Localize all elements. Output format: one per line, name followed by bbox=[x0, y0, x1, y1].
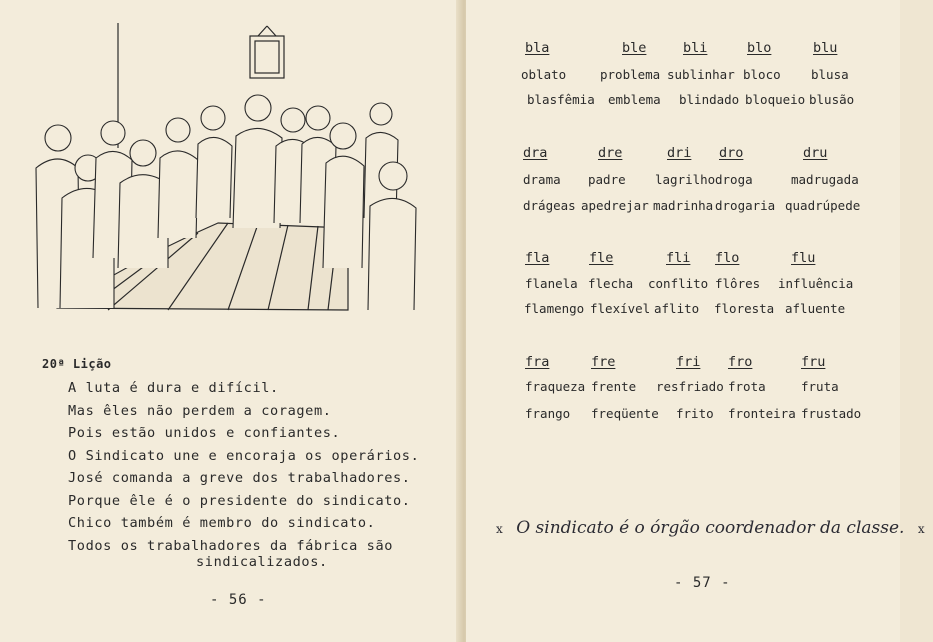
text-line: Porque êle é o presidente do sindicato. bbox=[68, 492, 411, 509]
syllable: fre bbox=[591, 354, 616, 370]
word: flanela bbox=[525, 276, 578, 291]
left-page bbox=[0, 0, 462, 642]
word: afluente bbox=[785, 301, 846, 316]
text-line: Todos os trabalhadores da fábrica são bbox=[68, 537, 394, 554]
word: bloco bbox=[743, 67, 781, 82]
word: drama bbox=[523, 172, 561, 187]
page-number: - 57 - bbox=[674, 575, 731, 591]
word: fraqueza bbox=[525, 379, 586, 394]
word: droga bbox=[715, 172, 753, 187]
word: emblema bbox=[608, 92, 661, 107]
syllable: bla bbox=[525, 40, 550, 56]
word: frustado bbox=[801, 406, 862, 421]
syllable: dra bbox=[523, 145, 548, 161]
word: flôres bbox=[715, 276, 761, 291]
word: floresta bbox=[714, 301, 775, 316]
syllable: fli bbox=[666, 250, 691, 266]
word: frente bbox=[591, 379, 637, 394]
word: flexível bbox=[590, 301, 651, 316]
syllable: dro bbox=[719, 145, 744, 161]
page-number: - 56 - bbox=[210, 592, 267, 608]
workers-meeting-illustration bbox=[18, 18, 418, 318]
handwritten-note bbox=[488, 518, 925, 538]
word: madrinha bbox=[653, 198, 714, 213]
syllable: blo bbox=[747, 40, 772, 56]
word: conflito bbox=[648, 276, 709, 291]
word: madrugada bbox=[791, 172, 859, 187]
text-line: A luta é dura e difícil. bbox=[68, 380, 279, 396]
word: sublinhar bbox=[667, 67, 735, 82]
word: frito bbox=[676, 406, 714, 421]
word: oblato bbox=[521, 67, 567, 82]
word: bloqueio bbox=[745, 92, 806, 107]
syllable: fra bbox=[525, 354, 550, 370]
word: flecha bbox=[588, 276, 634, 291]
text-line: sindicalizados. bbox=[196, 554, 328, 570]
note-mark: x bbox=[496, 522, 503, 536]
word: blusa bbox=[811, 67, 849, 82]
text-line: Mas êles não perdem a coragem. bbox=[68, 402, 332, 419]
right-page bbox=[466, 0, 900, 642]
syllable: fla bbox=[525, 250, 550, 266]
syllable: bli bbox=[683, 40, 708, 56]
text-line: José comanda a greve dos trabalhadores. bbox=[68, 470, 411, 486]
syllable: blu bbox=[813, 40, 838, 56]
word: padre bbox=[588, 172, 626, 187]
word: frota bbox=[728, 379, 766, 394]
syllable: fle bbox=[589, 250, 614, 266]
syllable: ble bbox=[622, 40, 647, 56]
word: flamengo bbox=[524, 301, 585, 316]
text-line: Pois estão unidos e confiantes. bbox=[68, 425, 341, 441]
syllable: flu bbox=[791, 250, 816, 266]
word: resfriado bbox=[656, 379, 724, 394]
syllable: flo bbox=[715, 250, 740, 266]
reading-text bbox=[68, 377, 419, 574]
lesson-title: 20ª Lição bbox=[42, 357, 112, 371]
word: drágeas bbox=[523, 198, 576, 213]
syllable: fro bbox=[728, 354, 753, 370]
word: freqüente bbox=[591, 406, 659, 421]
word: influência bbox=[778, 276, 854, 291]
word: problema bbox=[600, 67, 661, 82]
syllable: dre bbox=[598, 145, 623, 161]
word: blusão bbox=[809, 92, 855, 107]
syllable: fru bbox=[801, 354, 826, 370]
word: frango bbox=[525, 406, 571, 421]
word: fronteira bbox=[728, 406, 796, 421]
word: lagrilho bbox=[655, 172, 716, 187]
handwritten-sentence: O sindicato é o órgão coordenador da classe. bbox=[516, 518, 905, 538]
word: blindado bbox=[679, 92, 740, 107]
syllable: fri bbox=[676, 354, 701, 370]
word: apedrejar bbox=[581, 198, 649, 213]
note-mark: x bbox=[917, 522, 925, 536]
word: aflito bbox=[654, 301, 700, 316]
word: drogaria bbox=[715, 198, 776, 213]
text-line: O Sindicato une e encoraja os operários. bbox=[68, 447, 420, 464]
syllable: dri bbox=[667, 145, 692, 161]
word: fruta bbox=[801, 379, 839, 394]
word: blasfêmia bbox=[527, 92, 595, 107]
text-line: Chico também é membro do sindicato. bbox=[68, 515, 376, 531]
word: quadrúpede bbox=[785, 198, 861, 213]
syllable: dru bbox=[803, 145, 828, 161]
